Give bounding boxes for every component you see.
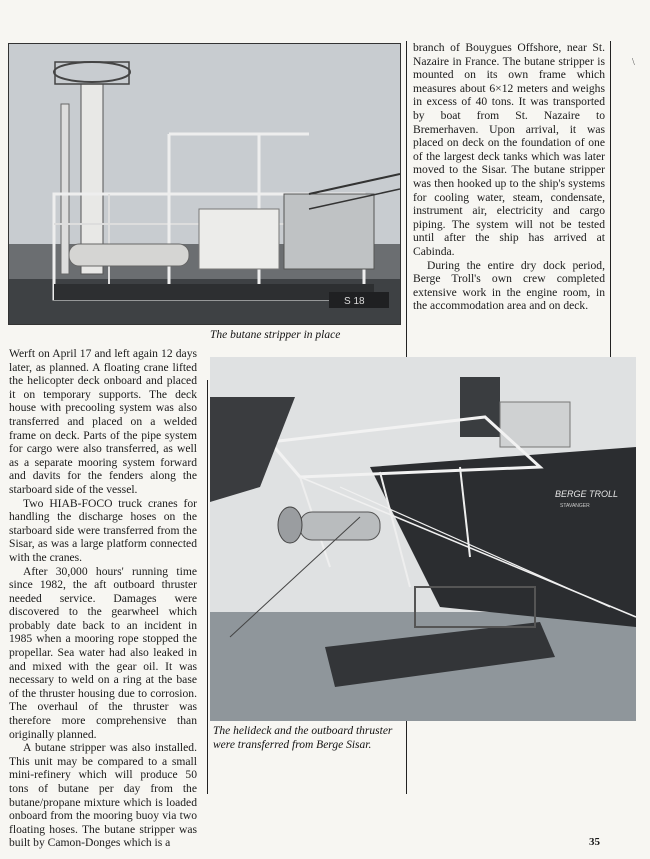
right-paragraph-2: During the entire dry dock period, Berge Troll's own crew completed extensive work in the engine room, in the accommodation area and on deck. [413, 258, 605, 313]
hull-name-text: BERGE TROLL [555, 489, 619, 499]
hull-port-text: STAVANGER [560, 503, 590, 509]
column-rule-left [406, 41, 407, 381]
stripper-caption: The butane stripper in place [210, 329, 341, 341]
page-number: 35 [589, 836, 600, 848]
left-paragraph-2: Two HIAB-FOCO truck cranes for handling the discharge hoses on the starboard side were transferred from the Sisar, as was a large platform connected with the cranes. [9, 496, 197, 564]
left-paragraph-4: A butane stripper was also installed. This unit may be compared to a small mini-refinery which will produce 50 tons of butane per day from the butane/propane mixture which is loaded onboard from the mooring buoy via two floating hoses. The butane stripper was built by Camon-Donges which is a [9, 741, 197, 850]
margin-mark: \ [632, 57, 635, 68]
left-paragraph-3: After 30,000 hours' running time since 1982, the aft outboard thruster needed service. Damages were discovered to the gearwheel which probably date back to an incident in 1985 when a mooring rope stopped the propellar. Sea water had also leaked in and mixed with the gear oil. It was necessary to weld on a ring at the base of the thruster housing due to corrosion. The overhaul of the thruster was therefore more comprehensive than originally planned. [9, 564, 197, 741]
left-paragraph-1: Werft on April 17 and left again 12 days later, as planned. A floating crane lifted the helicopter deck onboard and placed it on temporary supports. The deck house with precooling system was also transferred and placed on a welded frame on deck. Parts of the pipe system for cargo were also transferred, as well as a separate mooring system forward and davits for the fenders along the starboard side of the vessel. [9, 347, 197, 496]
right-column-top [413, 41, 605, 313]
helideck-caption: The helideck and the outboard thruster were transferred from Berge Sisar. [213, 725, 393, 751]
column-rule-right [610, 41, 611, 361]
stripper-plate-text: S 18 [344, 296, 365, 307]
butane-stripper-illustration [9, 44, 400, 324]
column-rule-bottom-left [207, 380, 208, 794]
helideck-thruster-photo [210, 357, 636, 721]
left-column [9, 347, 197, 850]
helideck-illustration [210, 357, 636, 721]
right-paragraph-1: branch of Bouygues Offshore, near St. Nazaire in France. The butane stripper is mounted on its own frame which measures about 6×12 meters and weighs in excess of 40 tons. It was transported by boat from St. Nazaire to Bremerhaven. Upon arrival, it was placed on deck on the foundation of one of the largest deck tanks which was later moved to the Sisar. The butane stripper was then hooked up to the ship's systems for cooling water, steam, condensate, instrument air, electricity and cargo piping. The system will not be tested until after the ship has arrived at Cabinda. [413, 41, 605, 258]
butane-stripper-photo [8, 43, 401, 325]
